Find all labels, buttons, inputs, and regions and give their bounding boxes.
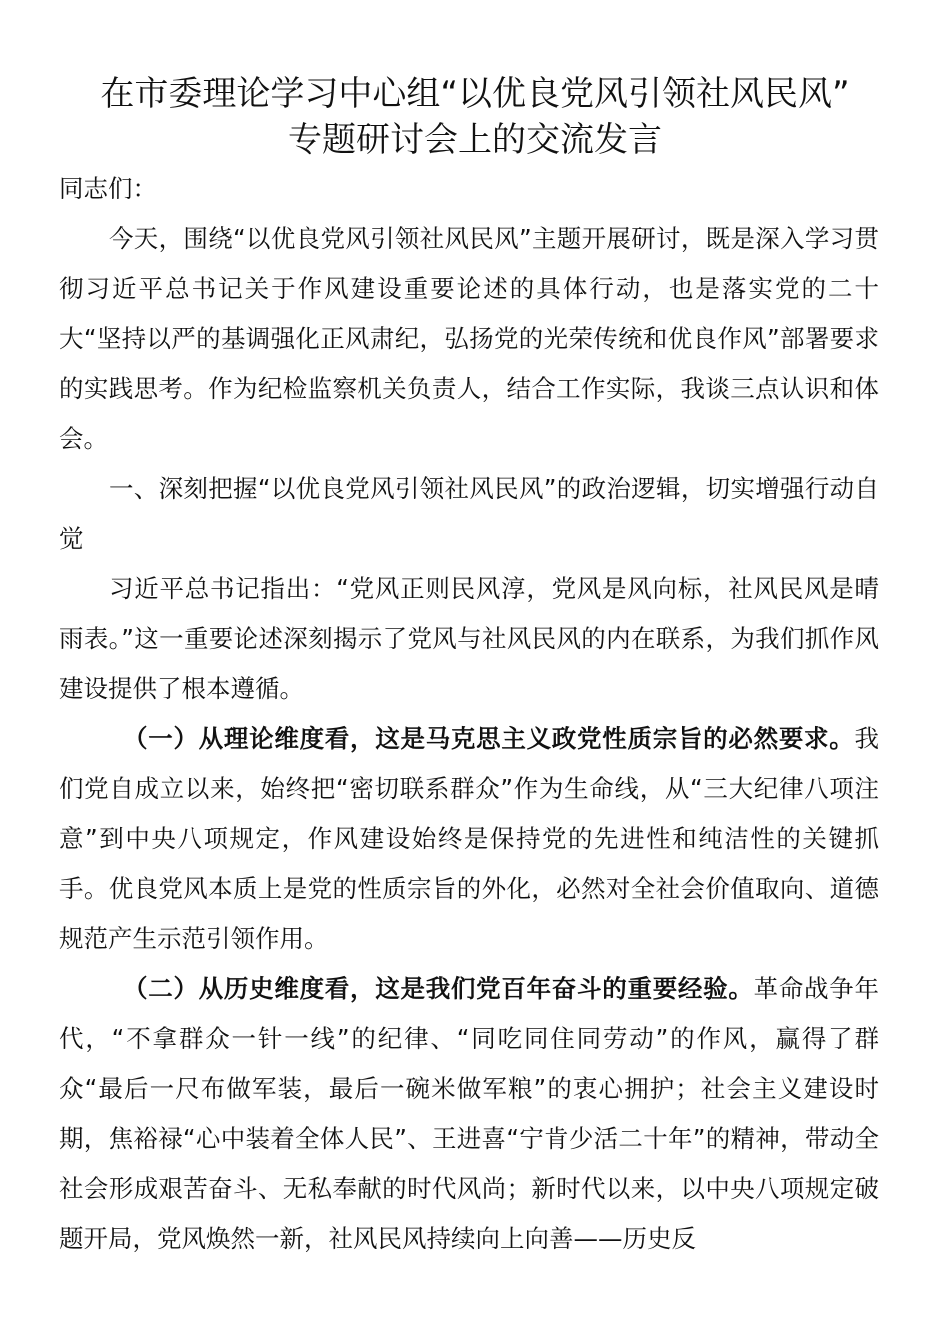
subsection-1-body: 我们党自成立以来，始终把“密切联系群众”作为生命线，从“三大纪律八项注意”到中央八项规定，作风建设始终是保持党的先进性和纯洁性的关键抓手。优良党风本质上是党的性质宗旨的外化，必然对全社会价值取向、道德规范产生示范引领作用。 — [59, 724, 879, 953]
salutation: 同志们： — [59, 174, 157, 203]
section-1-paragraph: 习近平总书记指出：“党风正则民风淳，党风是风向标，社风民风是晴雨表。”这一重要论述深刻揭示了党风与社风民风的内在联系，为我们抓作风建设提供了根本遵循。 — [59, 574, 879, 703]
subsection-1-paragraph — [59, 714, 879, 964]
document-title-line-1: 在市委理论学习中心组“以优良党风引领社风民风” — [100, 74, 850, 114]
subsection-2-body: 革命战争年代，“不拿群众一针一线”的纪律、“同吃同住同劳动”的作风，赢得了群众“最后一尺布做军装，最后一碗米做军粮”的衷心拥护；社会主义建设时期，焦裕禄“心中装着全体人民”、王进喜“宁肯少活二十年”的精神，带动全社会形成艰苦奋斗、无私奉献的时代风尚；新时代以来，以中央八项规定破题开局，党风焕然一新，社风民风持续向上向善——历史反 — [59, 974, 880, 1253]
intro-paragraph: 今天，围绕“以优良党风引领社风民风”主题开展研讨，既是深入学习贯彻习近平总书记关于作风建设重要论述的具体行动，也是落实党的二十大“坚持以严的基调强化正风肃纪，弘扬党的光荣传统和优良作风”部署要求的实践思考。作为纪检监察机关负责人，结合工作实际，我谈三点认识和体会。 — [59, 224, 879, 453]
subsection-2-lead: （二）从历史维度看，这是我们党百年奋斗的重要经验。 — [123, 974, 754, 1003]
section-1-heading: 一、深刻把握“以优良党风引领社风民风”的政治逻辑，切实增强行动自觉 — [59, 474, 879, 553]
document-body — [59, 164, 879, 1264]
document-title-line-2: 专题研讨会上的交流发言 — [288, 120, 662, 160]
subsection-2-paragraph — [59, 964, 879, 1264]
subsection-1-lead: （一）从理论维度看，这是马克思主义政党性质宗旨的必然要求。 — [123, 724, 855, 753]
